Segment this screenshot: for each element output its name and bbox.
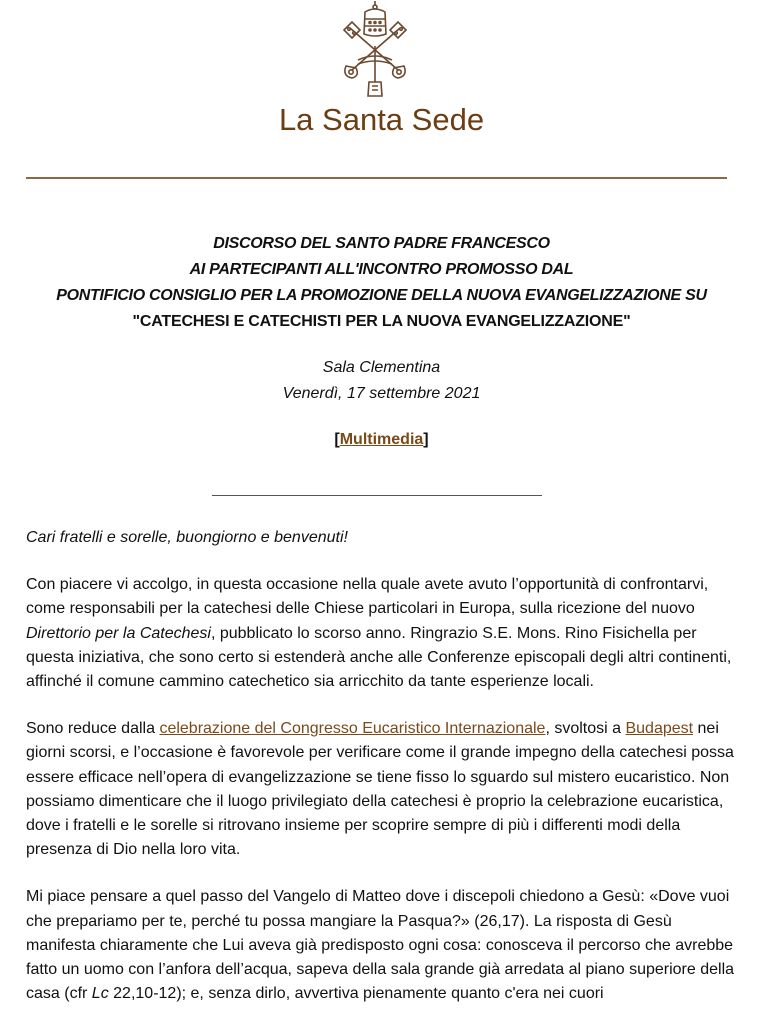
paragraph-1-text: Con piacere vi accolgo, in questa occasione nella quale avete avuto l’opportunità di confrontarvi, come responsabili per la catechesi delle Chiese particolari in Europa, sulla ricezione del nuovo (26, 576, 709, 618)
multimedia-link[interactable]: Multimedia (339, 431, 424, 448)
paragraph-3 (26, 885, 738, 1006)
greeting-text: Cari fratelli e sorelle, buongiorno e benvenuti! (26, 529, 348, 546)
greeting (26, 526, 738, 550)
paragraph-2 (26, 717, 738, 862)
paragraph-2-text-mid: , svoltosi a (545, 720, 626, 738)
heading-line-1: DISCORSO DEL SANTO PADRE FRANCESCO (213, 235, 550, 252)
open-bracket: [ (334, 431, 340, 448)
heading-line-3: PONTIFICIO CONSIGLIO PER LA PROMOZIONE DELLA NUOVA EVANGELIZZAZIONE SU (56, 287, 707, 304)
paragraph-1 (26, 573, 738, 694)
holy-see-coat-of-arms-icon (338, 0, 412, 98)
site-title[interactable]: La Santa Sede (278, 102, 485, 137)
paragraph-2-text-cont: nei giorni scorsi, e l’occasione è favorevole per verificare come il grande impegno della catechesi possa essere efficace nell’opera di evangelizzazione se tiene fisso lo sguardo sul mistero eucaristico. Non possiamo dimenticare che il luogo privilegiato della catechesi è proprio la celebrazione eucaristica, dove i fratelli e le sorelle si ritrovano insieme per scoprire sempre di più i differenti modi della presenza di Dio nella loro vita. (26, 720, 734, 859)
heading-line-2: AI PARTECIPANTI ALL'INCONTRO PROMOSSO DAL (189, 261, 574, 278)
paragraph-3-text: Mi piace pensare a quel passo del Vangelo di Matteo dove i discepoli chiedono a Gesù: «Dove vuoi che prepariamo per te, perché tu possa mangiare la Pasqua?» (26,17). La risposta di Gesù manifesta chiaramente che Lui aveva già predisposto ogni cosa: conosceva il percorso che avrebbe fatto un uomo con l’anfora dell’acqua, sapeva della sala grande già arredata al piano superiore della casa (cfr (26, 888, 735, 1003)
paragraph-3-text-cont: 22,10-12); e, senza dirlo, avvertiva pienamente quanto c'era nei cuori (108, 985, 604, 1003)
luke-abbrev: Lc (91, 985, 109, 1003)
speech-body (26, 526, 738, 1029)
direttorio-title: Direttorio per la Catechesi (26, 624, 211, 642)
paragraph-1-text-cont: , pubblicato lo scorso anno. Ringrazio S.E. Mons. Rino Fisichella per questa iniziativa, che sono certo si estenderà anche alle Conferenze episcopali degli altri continenti, affinché il comune cammino catechetico sia arricchito da tante esperienze locali. (26, 624, 732, 691)
close-bracket: ] (423, 431, 429, 448)
budapest-link[interactable]: Budapest (625, 720, 694, 738)
header-divider (26, 177, 727, 179)
paragraph-2-text: Sono reduce dalla (26, 720, 160, 738)
heading-line-4: "CATECHESI E CATECHISTI PER LA NUOVA EVANGELIZZAZIONE" (132, 313, 631, 330)
section-divider (212, 495, 542, 496)
multimedia-link-wrapper (0, 428, 763, 452)
venue-and-date (0, 355, 763, 407)
congress-link[interactable]: celebrazione del Congresso Eucaristico Internazionale (159, 720, 546, 738)
date: Venerdì, 17 settembre 2021 (282, 385, 481, 402)
speech-heading (0, 231, 763, 335)
venue: Sala Clementina (322, 359, 441, 376)
